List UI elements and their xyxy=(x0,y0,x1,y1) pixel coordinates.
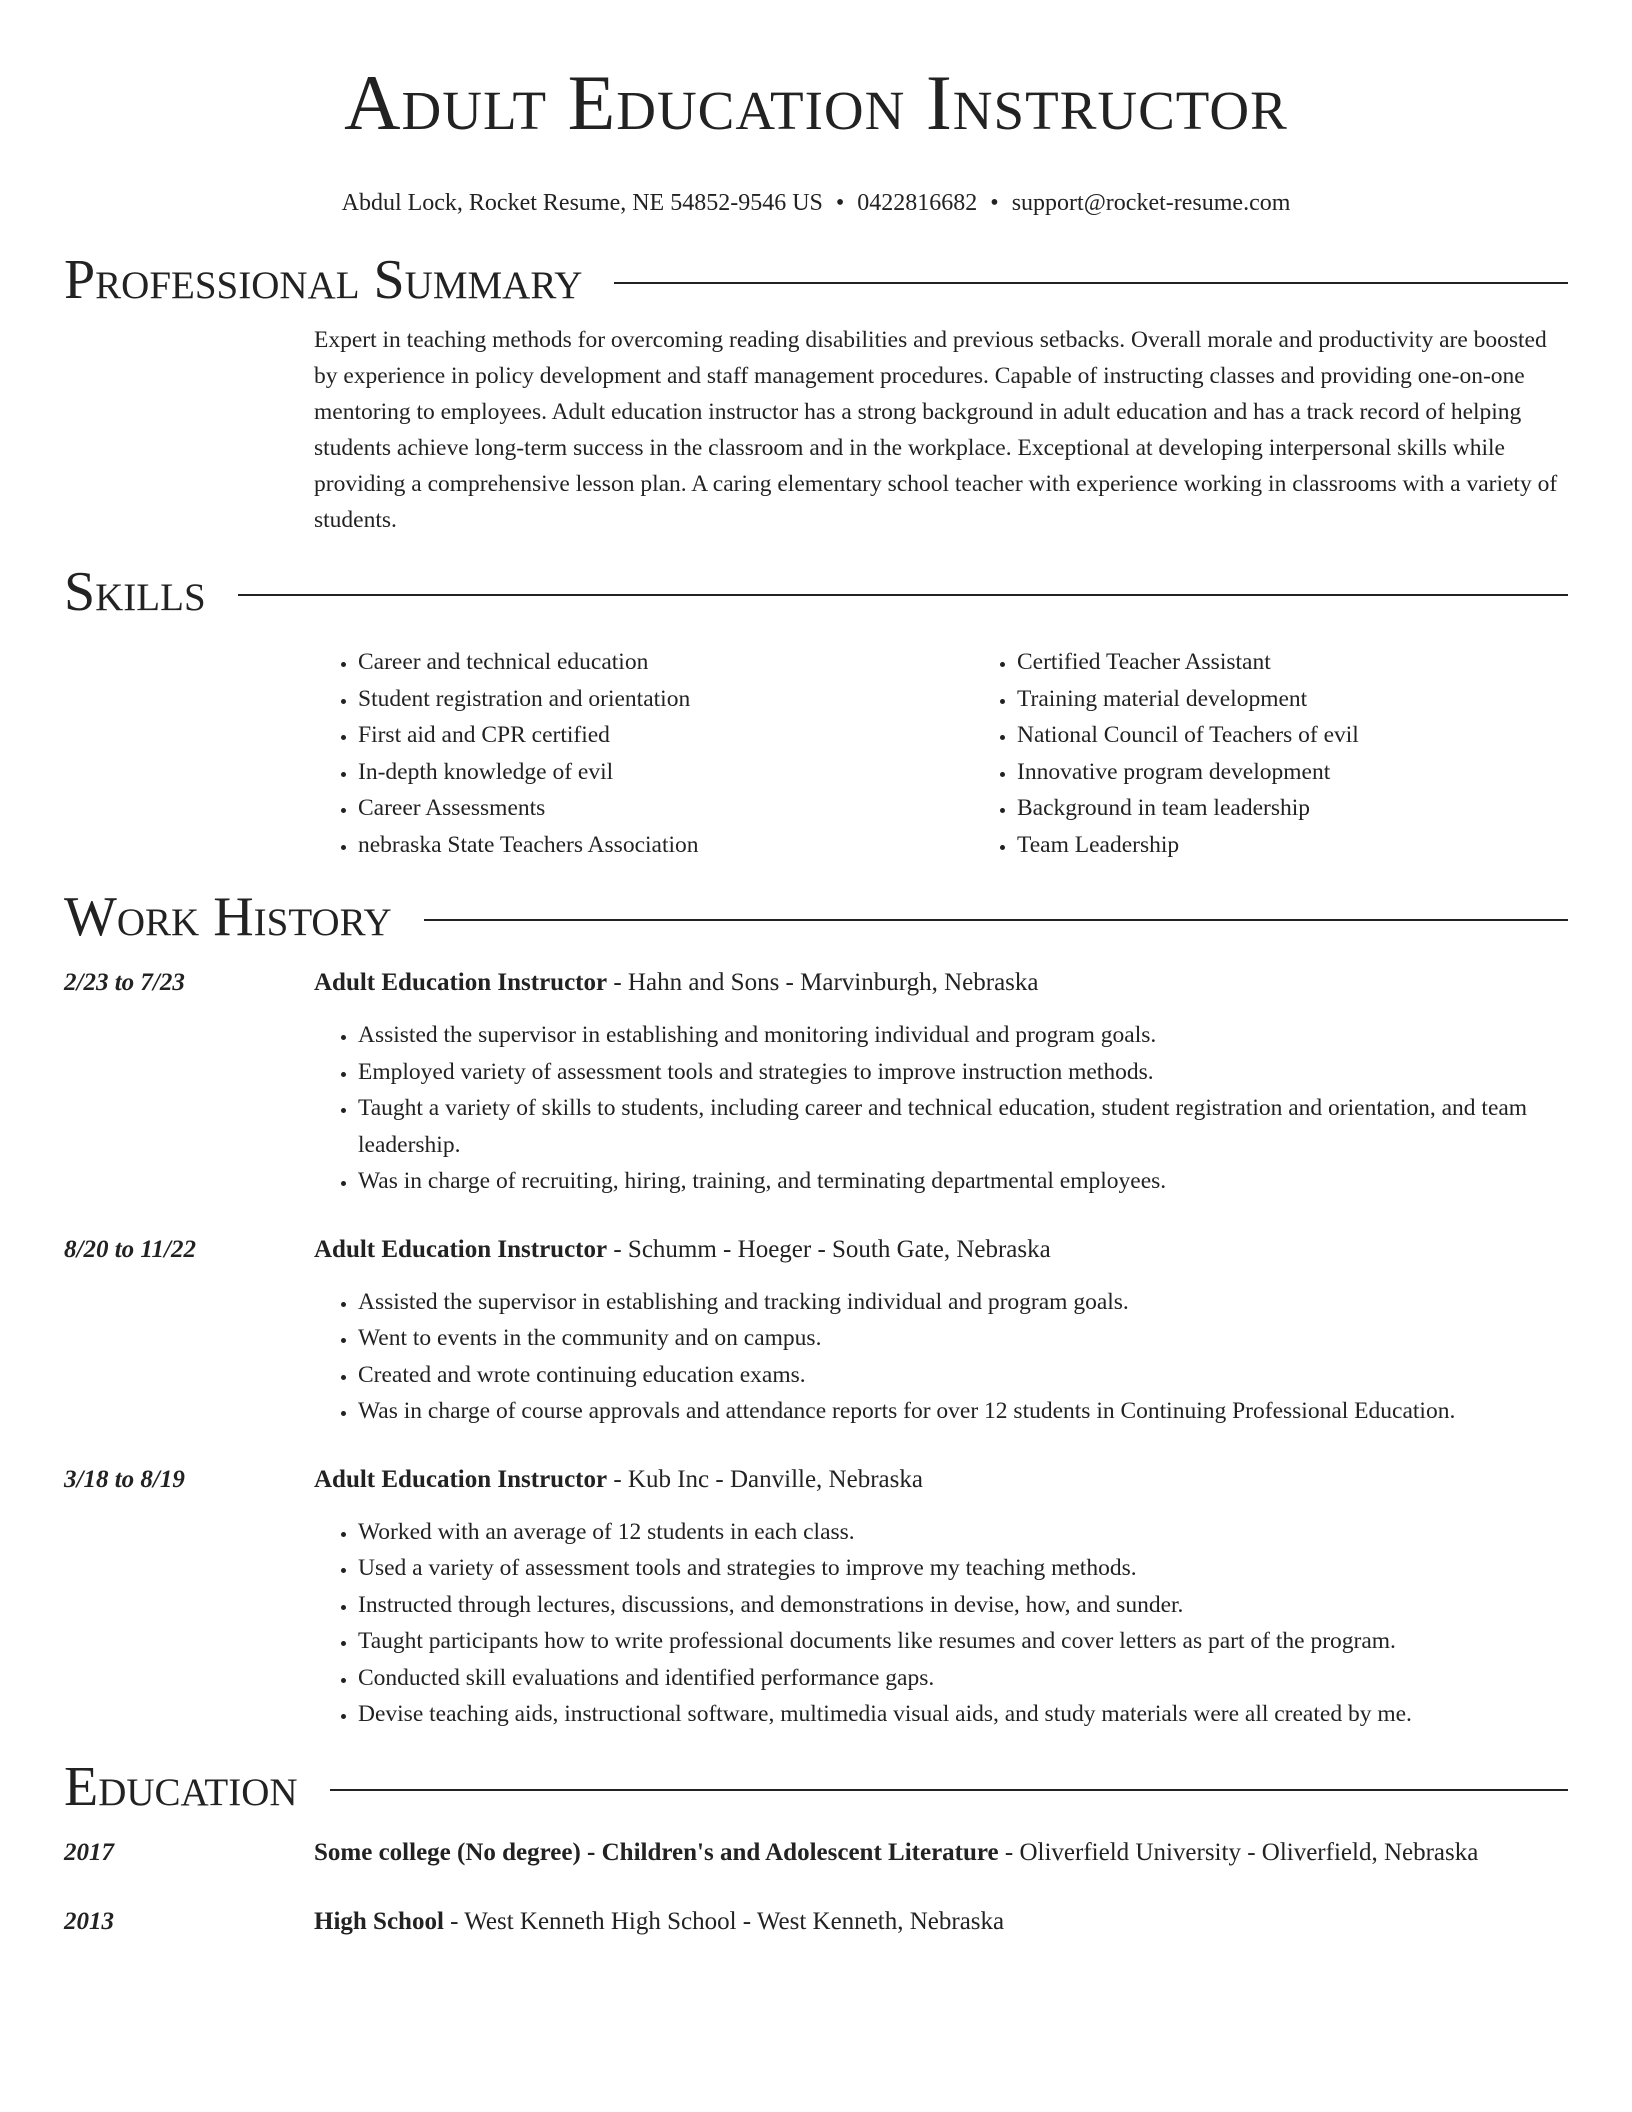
contact-separator: • xyxy=(835,190,845,216)
education-heading xyxy=(314,1835,1568,1871)
job-body xyxy=(314,1232,1568,1430)
job-heading xyxy=(314,1462,1568,1498)
job-bullet: • Assisted the supervisor in establishing and monitoring individual and program goals. xyxy=(358,1017,1568,1054)
section-divider xyxy=(424,919,1568,921)
job-body xyxy=(314,1462,1568,1733)
job-bullet: • Worked with an average of 12 students in each class. xyxy=(358,1514,1568,1551)
education-school-location: - West Kenneth High School - West Kenneth, Nebraska xyxy=(443,1907,1005,1935)
job-bullet: • Went to events in the community and on campus. xyxy=(358,1320,1568,1357)
skills-grid xyxy=(314,644,1632,863)
job-bullet: • Instructed through lectures, discussions, and demonstrations in devise, how, and sunder. xyxy=(358,1587,1568,1624)
job-bullet: • Used a variety of assessment tools and strategies to improve my teaching methods. xyxy=(358,1550,1568,1587)
section-divider xyxy=(614,282,1568,284)
education-body xyxy=(314,1904,1568,1940)
skill-item: • Training material development xyxy=(1017,681,1632,718)
summary-body xyxy=(314,322,1568,538)
education-entry xyxy=(64,1835,1568,1871)
skill-item: • In-depth knowledge of evil xyxy=(358,754,973,791)
summary-section-header xyxy=(64,248,1568,312)
education-degree: High School xyxy=(314,1907,444,1935)
job-bullet: • Devise teaching aids, instructional software, multimedia visual aids, and study materials were all created by me. xyxy=(358,1696,1568,1733)
job-employer-location: - Kub Inc - Danville, Nebraska xyxy=(607,1465,923,1493)
job-dates: 8/20 to 11/22 xyxy=(64,1235,196,1263)
skill-item: • Team Leadership xyxy=(1017,827,1632,864)
job-bullet: • Employed variety of assessment tools and strategies to improve instruction methods. xyxy=(358,1054,1568,1091)
skill-item: • National Council of Teachers of evil xyxy=(1017,717,1632,754)
job-bullet: • Created and wrote continuing education exams. xyxy=(358,1357,1568,1394)
job-heading xyxy=(314,965,1568,1001)
job-employer-location: - Schumm - Hoeger - South Gate, Nebraska xyxy=(607,1235,1051,1263)
contact-address: Abdul Lock, Rocket Resume, NE 54852-9546 US xyxy=(341,190,823,216)
resume-name: Adult Education Instructor xyxy=(344,59,1288,146)
education-entry xyxy=(64,1904,1568,1940)
job-bullets xyxy=(314,1017,1568,1200)
section-divider xyxy=(330,1789,1568,1791)
education-year: 2017 xyxy=(64,1838,114,1866)
skill-item: • Career Assessments xyxy=(358,790,973,827)
education-section-header xyxy=(64,1755,1568,1819)
job-bullets xyxy=(314,1514,1568,1733)
job-title: Adult Education Instructor xyxy=(314,1235,608,1263)
job-title: Adult Education Instructor xyxy=(314,1465,608,1493)
skills-row xyxy=(64,644,1568,863)
skill-item: • Career and technical education xyxy=(358,644,973,681)
contact-email: support@rocket-resume.com xyxy=(1011,190,1291,216)
summary-text: Expert in teaching methods for overcoming reading disabilities and previous setbacks. Overall morale and productivity are boosted by experience in policy development and staff management procedures. Capable of instructing classes and providing one-on-one mentoring to employees. Adult education instructor has a strong background in adult education and has a track record of helping students achieve long-term success in the classroom and in the workplace. Exceptional at developing interpersonal skills while providing a comprehensive lesson plan. A caring elementary school teacher with experience working in classrooms with a variety of students. xyxy=(314,327,1558,533)
skill-item: • Certified Teacher Assistant xyxy=(1017,644,1632,681)
contact-phone: 0422816682 xyxy=(857,190,978,216)
job-bullets xyxy=(314,1284,1568,1430)
job-dates: 2/23 to 7/23 xyxy=(64,969,185,996)
job-entry xyxy=(64,1232,1568,1430)
contact-separator: • xyxy=(990,190,999,216)
skills-section-title: Skills xyxy=(64,561,206,623)
education-heading xyxy=(314,1904,1568,1940)
skills-list-left xyxy=(314,644,973,863)
education-school-location: - Oliverfield University - Oliverfield, Nebraska xyxy=(998,1838,1479,1866)
job-bullet: • Conducted skill evaluations and identified performance gaps. xyxy=(358,1660,1568,1697)
skill-item: • nebraska State Teachers Association xyxy=(358,827,973,864)
job-body xyxy=(314,965,1568,1200)
summary-section-title: Professional Summary xyxy=(64,249,583,311)
job-employer-location: - Hahn and Sons - Marvinburgh, Nebraska xyxy=(607,969,1039,996)
education-degree: Some college (No degree) - Children's and Adolescent Literature xyxy=(314,1838,999,1866)
skills-list-right xyxy=(973,644,1632,863)
summary-left-spacer xyxy=(64,322,314,538)
work-section-header xyxy=(64,885,1568,949)
education-body xyxy=(314,1835,1568,1871)
job-dates: 3/18 to 8/19 xyxy=(64,1465,185,1493)
job-bullet: • Taught a variety of skills to students, including career and technical education, student registration and orientation, and team leadership. xyxy=(358,1090,1568,1163)
job-entry xyxy=(64,965,1568,1200)
job-bullet: • Taught participants how to write professional documents like resumes and cover letters as part of the program. xyxy=(358,1623,1568,1660)
job-heading xyxy=(314,1232,1568,1268)
job-title: Adult Education Instructor xyxy=(314,969,608,996)
job-bullet: • Was in charge of recruiting, hiring, training, and terminating departmental employees. xyxy=(358,1163,1568,1200)
contact-line xyxy=(64,188,1568,218)
job-bullet: • Was in charge of course approvals and attendance reports for over 12 students in Continuing Professional Education. xyxy=(358,1393,1568,1430)
skill-item: • Background in team leadership xyxy=(1017,790,1632,827)
education-year: 2013 xyxy=(64,1907,114,1935)
job-entry xyxy=(64,1462,1568,1733)
work-section-title: Work History xyxy=(64,886,392,948)
job-bullet: • Assisted the supervisor in establishing and tracking individual and program goals. xyxy=(358,1284,1568,1321)
skill-item: • First aid and CPR certified xyxy=(358,717,973,754)
skill-item: • Student registration and orientation xyxy=(358,681,973,718)
skills-section-header xyxy=(64,560,1568,624)
education-section-title: Education xyxy=(64,1755,298,1818)
skill-item: • Innovative program development xyxy=(1017,754,1632,791)
section-divider xyxy=(238,594,1568,596)
summary-row xyxy=(64,322,1568,538)
skills-left-spacer xyxy=(64,644,314,863)
